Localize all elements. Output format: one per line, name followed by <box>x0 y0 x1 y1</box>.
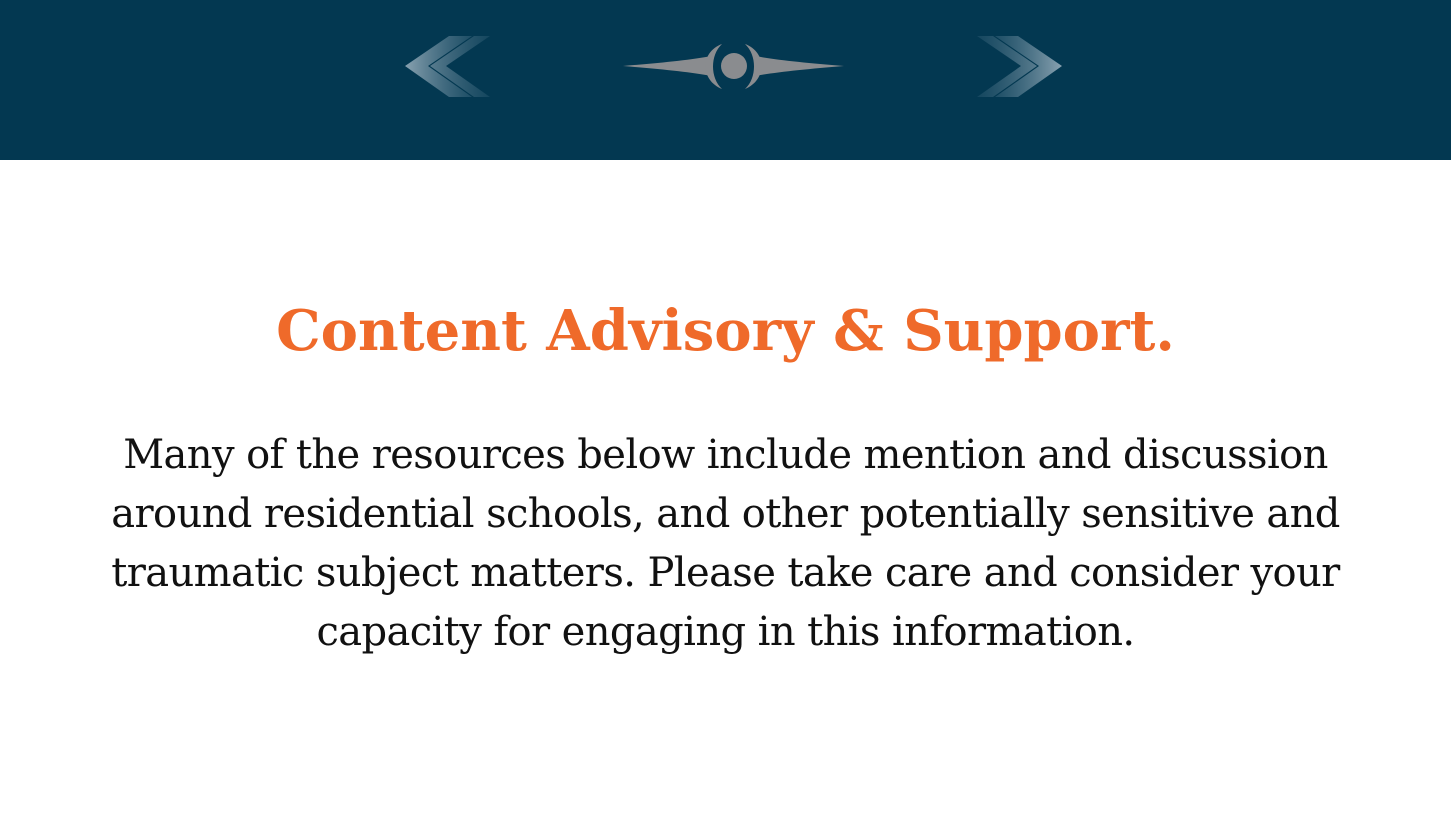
eye-ornament-icon <box>623 44 844 89</box>
advisory-title: Content Advisory & Support. <box>276 298 1175 364</box>
banner-ornaments <box>0 0 1451 160</box>
chevron-left-icon[interactable] <box>405 36 490 97</box>
advisory-section <box>0 160 1451 835</box>
advisory-body: Many of the resources below include mention and discussion around residential schools, and other potentially sensitive and traumatic subject matters. Please take care and consider your capacity for engaging in this information. <box>111 432 1340 655</box>
header-banner <box>0 0 1451 160</box>
chevron-right-icon[interactable] <box>977 36 1062 97</box>
